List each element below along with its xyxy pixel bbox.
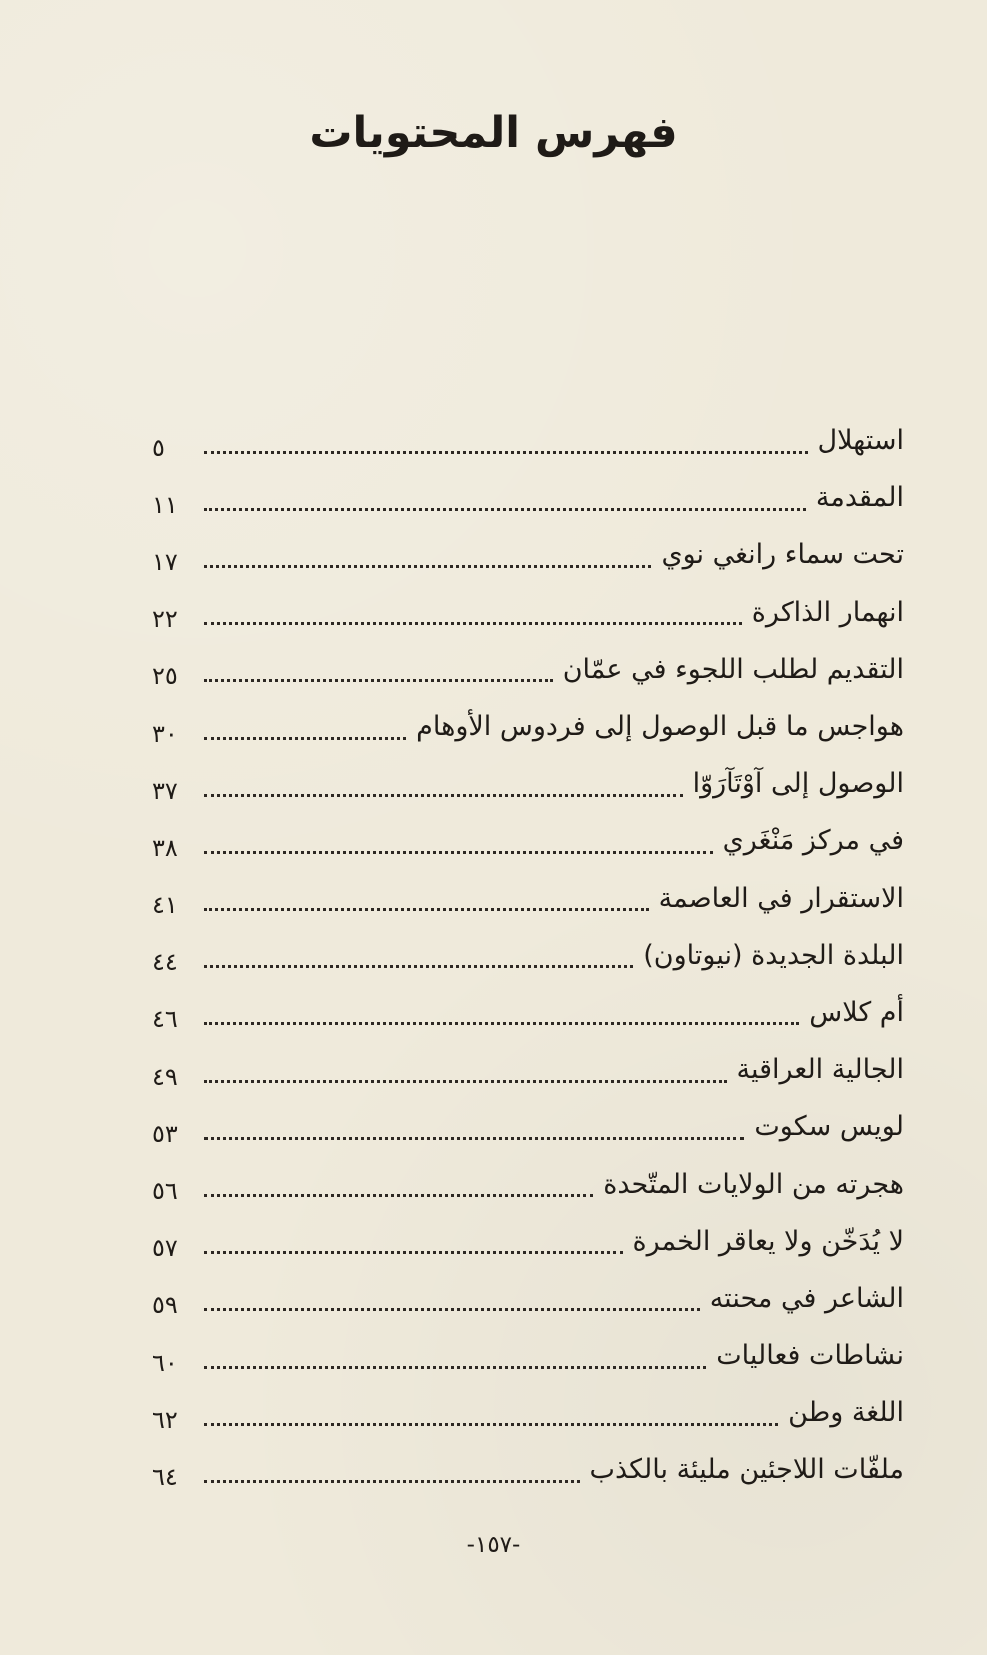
toc-entry [152,927,904,984]
toc-page-number: ٣٠ [152,719,178,748]
toc-page-number: ٢٥ [152,662,178,691]
toc-page-number: ٦٤ [152,1462,178,1491]
toc-entry [152,412,904,469]
toc-entry-title: الاستقرار في العاصمة [658,882,904,914]
toc-entry-title: لويس سكوت [754,1111,904,1143]
toc-page-number: ٣٧ [152,776,178,805]
dot-leader [204,565,651,568]
toc-entry [152,526,904,583]
toc-entry [152,870,904,927]
toc-entry-title: انهمار الذاكرة [751,596,904,628]
page-title: فهرس المحتويات [309,108,678,158]
toc-entry [152,1327,904,1384]
table-of-contents [152,412,904,1499]
toc-entry-title: هواجس ما قبل الوصول إلى فردوس الأوهام [416,711,904,743]
toc-entry-title: في مركز مَنْغَري [722,825,904,857]
dot-leader [204,737,406,740]
toc-entry [152,1213,904,1270]
toc-page-number: ٦٠ [152,1348,178,1377]
toc-page-number: ١١ [152,490,178,519]
toc-entry-title: لا يُدَخّن ولا يعاقر الخمرة [632,1225,904,1257]
toc-page-number: ٤١ [152,891,178,920]
toc-entry-title: هجرته من الولايات المتّحدة [603,1168,904,1200]
toc-entry [152,984,904,1041]
toc-entry-title: نشاطات فعاليات [716,1340,904,1372]
toc-entry-title: اللغة وطن [788,1397,904,1429]
toc-entry [152,1270,904,1327]
dot-leader [204,622,742,625]
toc-entry [152,584,904,641]
dot-leader [204,1251,623,1254]
dot-leader [204,451,808,454]
toc-entry [152,469,904,526]
toc-entry-title: أم كلاس [809,996,904,1028]
dot-leader [204,508,806,511]
toc-page-number: ٥٣ [152,1119,178,1148]
toc-page-number: ٥٩ [152,1291,178,1320]
toc-entry-title: الوصول إلى آوْتَآرَوّا [692,768,904,800]
dot-leader [204,908,649,911]
dot-leader [204,679,553,682]
toc-entry-title: استهلال [817,425,904,457]
toc-page-number: ٤٩ [152,1062,178,1091]
toc-entry [152,812,904,869]
toc-entry [152,1098,904,1155]
toc-page-number: ١٧ [152,547,178,576]
toc-entry [152,641,904,698]
dot-leader [204,1194,593,1197]
dot-leader [204,851,713,854]
toc-entry [152,1384,904,1441]
toc-page-number: ٥٦ [152,1177,178,1206]
toc-page-number: ٦٢ [152,1405,178,1434]
dot-leader [204,1022,799,1025]
toc-entry [152,1155,904,1212]
toc-entry-title: تحت سماء رانغي نوي [661,539,904,571]
dot-leader [204,1137,744,1140]
toc-entry-title: الشاعر في محنته [709,1282,904,1314]
toc-page-number: ٥٧ [152,1234,178,1263]
toc-page-number: ٣٨ [152,833,178,862]
toc-page-number: ٤٦ [152,1005,178,1034]
toc-page-number: ٥ [152,433,165,462]
dot-leader [204,794,683,797]
toc-entry-title: الجالية العراقية [736,1054,904,1086]
toc-entry [152,698,904,755]
toc-entry-title: البلدة الجديدة (نيوتاون) [643,939,904,971]
toc-entry-title: المقدمة [815,482,904,514]
dot-leader [204,1366,706,1369]
dot-leader [204,965,633,968]
toc-entry-title: ملفّات اللاجئين مليئة بالكذب [589,1454,904,1486]
dot-leader [204,1480,580,1483]
toc-entry [152,1441,904,1498]
toc-page-number: ٤٤ [152,948,178,977]
toc-page-number: ٢٢ [152,605,178,634]
page-number: -١٥٧- [466,1532,521,1558]
dot-leader [204,1308,700,1311]
toc-entry-title: التقديم لطلب اللجوء في عمّان [562,653,904,685]
dot-leader [204,1080,727,1083]
toc-entry [152,1041,904,1098]
dot-leader [204,1423,778,1426]
toc-entry [152,755,904,812]
